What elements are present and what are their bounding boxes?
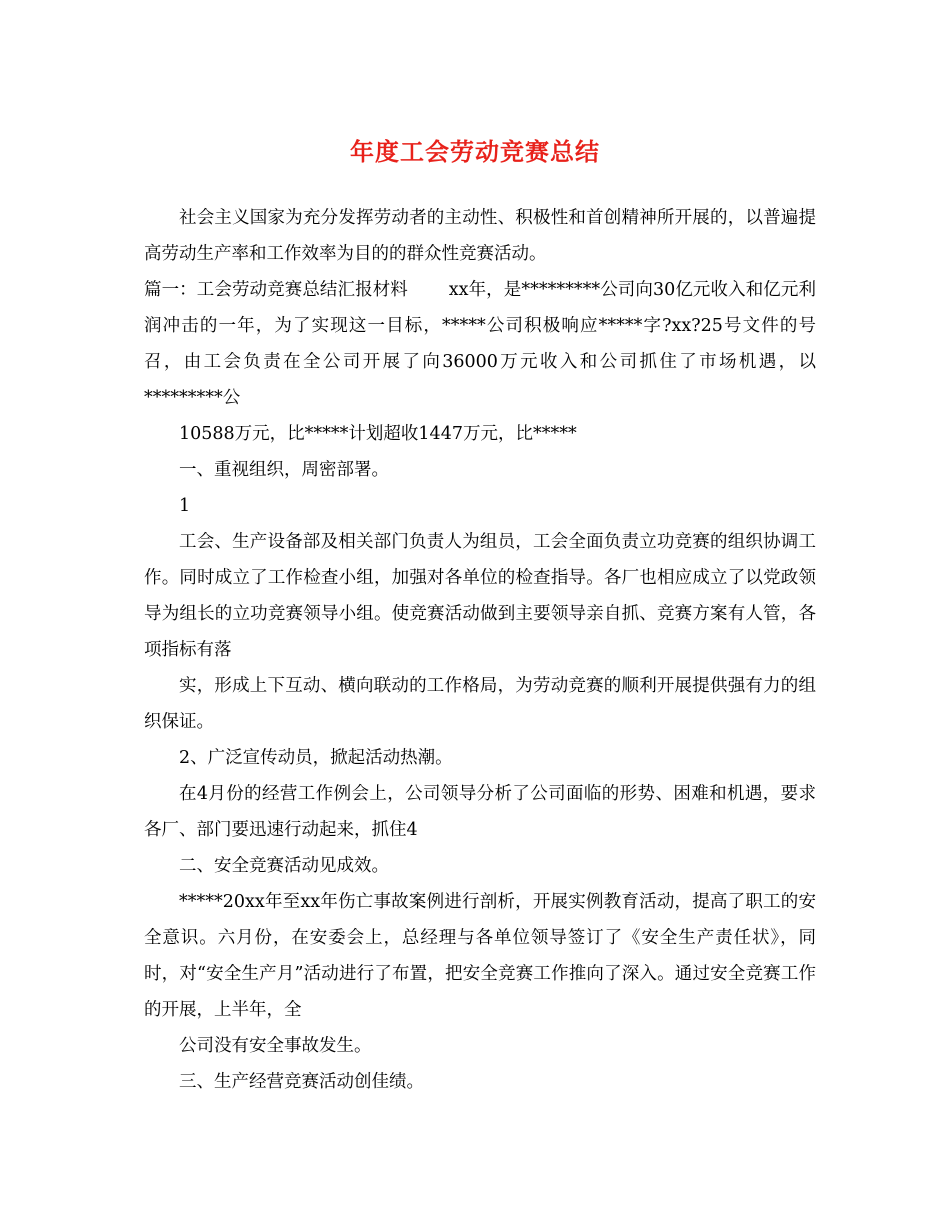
paragraph: 在4月份的经营工作例会上，公司领导分析了公司面临的形势、困难和机遇，要求各厂、部门要迅速行动起来，抓住4 [144, 784, 816, 840]
paragraph: 10588万元，比*****计划超收1447万元，比***** [179, 424, 577, 444]
paragraph: 篇一：工会劳动竞赛总结汇报材料 xx年，是*********公司向30亿元收入和亿元利润冲击的一年，为了实现这一目标，*****公司积极响应*****字?xx?25号文件的号召，由工会负责在全公司开展了向36000万元收入和公司抓住了市场机遇，以*********公 [144, 280, 816, 408]
paragraph: 一、重视组织，周密部署。 [179, 460, 389, 480]
paragraph: 社会主义国家为充分发挥劳动者的主动性、积极性和首创精神所开展的，以普遍提高劳动生产率和工作效率为目的的群众性竞赛活动。 [144, 208, 816, 264]
paragraph: 工会、生产设备部及相关部门负责人为组员，工会全面负责立功竞赛的组织协调工作。同时成立了工作检查小组，加强对各单位的检查指导。各厂也相应成立了以党政领导为组长的立功竞赛领导小组。使竞赛活动做到主要领导亲自抓、竞赛方案有人管，各项指标有落 [144, 532, 816, 660]
paragraph: *****20xx年至xx年伤亡事故案例进行剖析，开展实例教育活动，提高了职工的安全意识。六月份，在安委会上，总经理与各单位领导签订了《安全生产责任状》，同时，对“安全生产月”活动进行了布置，把安全竞赛工作推向了深入。通过安全竞赛工作的开展，上半年，全 [144, 892, 816, 1020]
paragraph: 1 [179, 496, 191, 516]
document-title: 年度工会劳动竞赛总结 [350, 138, 600, 166]
paragraph: 实，形成上下互动、横向联动的工作格局，为劳动竞赛的顺利开展提供强有力的组织保证。 [144, 676, 816, 732]
paragraph: 2、广泛宣传动员，掀起活动热潮。 [179, 748, 453, 768]
paragraph: 三、生产经营竞赛活动创佳绩。 [179, 1072, 424, 1092]
paragraph: 二、安全竞赛活动见成效。 [179, 856, 389, 876]
document-body [144, 200, 816, 1100]
paragraph: 公司没有安全事故发生。 [179, 1036, 372, 1056]
